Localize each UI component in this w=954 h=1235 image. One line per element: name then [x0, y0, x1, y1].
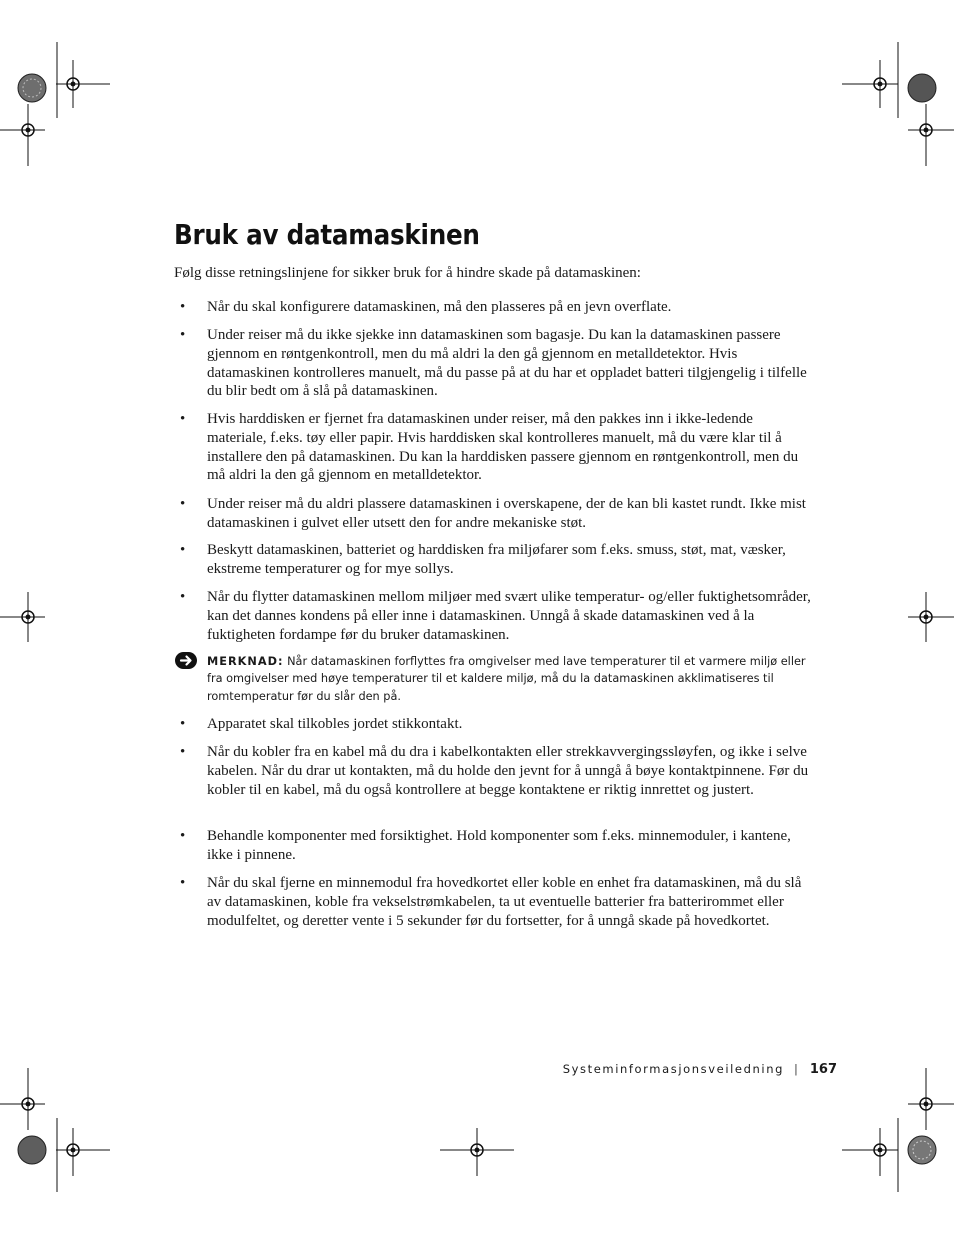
note-arrow-icon: [174, 650, 200, 672]
list-item-text: Apparatet skal tilkobles jordet stikkontakt.: [207, 716, 463, 732]
page-number: 167: [809, 1062, 837, 1077]
list-item-text: Hvis harddisken er fjernet fra datamaskinen under reiser, må den pakkes inn i ikke-ledende materiale, f.eks. tøy eller papir. Hvis harddisken skal kontrolleres manuelt, må du være klar til å installere den på datamaskinen. Du kan la harddisken passere gjennom en røntgenkontroll, men du må aldri la den gå gjennom en metalldetektor.: [207, 411, 799, 484]
list-item: [180, 874, 813, 930]
list-item: [180, 743, 813, 799]
list-item: [180, 298, 813, 317]
list-item: [180, 410, 813, 485]
list-item-text: Når du skal fjerne en minnemodul fra hovedkortet eller koble en enhet fra datamaskinen, må du slå av datamaskinen, koble fra vekselstrømkabelen, ta ut eventuelle batterier fra batterirommet eller modulfeltet, og deretter vente i 5 sekunder før du fortsetter, for å unngå skade på hovedkortet.: [207, 875, 802, 929]
bullet-icon: •: [180, 744, 186, 760]
footer-guide-name: Systeminformasjonsveiledning: [562, 1062, 784, 1076]
list-item: [180, 541, 813, 579]
intro-paragraph: Følg disse retningslinjene for sikker bruk for å hindre skade på datamaskinen:: [174, 265, 641, 281]
footer-separator: |: [793, 1062, 798, 1076]
bullet-icon: •: [180, 589, 186, 605]
list-item-text: Beskytt datamaskinen, batteriet og harddisken fra miljøfarer som f.eks. smuss, støt, mat, væsker, ekstreme temperaturer og for mye sollys.: [207, 542, 786, 577]
list-item-text: Når du kobler fra en kabel må du dra i kabelkontakten eller strekkavvergingssløyfen, og ikke i selve kabelen. Når du drar ut kontakten, må du holde den jevnt for å unngå å bøye kontaktpinnene. Før du kobler til en kabel, må du også kontrollere at begge kontaktene er riktig innrettet og justert.: [207, 744, 809, 798]
list-item-text: Behandle komponenter med forsiktighet. Hold komponenter som f.eks. minnemoduler, i kantene, ikke i pinnene.: [207, 828, 791, 863]
list-item: [180, 827, 813, 865]
list-item-text: Når du skal konfigurere datamaskinen, må den plasseres på en jevn overflate.: [207, 299, 672, 315]
bullet-icon: •: [180, 875, 186, 891]
page-footer: [560, 1062, 837, 1077]
bullet-icon: •: [180, 828, 186, 844]
bullet-icon: •: [180, 716, 186, 732]
bullet-icon: •: [180, 542, 186, 558]
list-item-text: Under reiser må du aldri plassere datamaskinen i overskapene, der de kan bli kastet rundt. Ikke mist datamaskinen i gulvet eller utsett den for andre mekaniske støt.: [207, 496, 806, 531]
bullet-icon: •: [180, 327, 186, 343]
list-item: [180, 326, 813, 401]
list-item: [180, 495, 813, 533]
note-text: Når datamaskinen forflyttes fra omgivelser med lave temperaturer til et varmere miljø eller fra omgivelser med høye temperaturer til et kaldere miljø, må du la datamaskinen akklimatiseres til romtemperatur før du slår den på.: [207, 655, 806, 703]
bullet-icon: •: [180, 411, 186, 427]
list-item-text: Når du flytter datamaskinen mellom miljøer med svært ulike temperatur- og/eller fuktighetsområder, kan det dannes kondens på eller inne i datamaskinen. Unngå å skade datamaskinen ved å la fuktigheten fordampe før du bruker datamaskinen.: [207, 589, 811, 643]
list-item-text: Under reiser må du ikke sjekke inn datamaskinen som bagasje. Du kan la datamaskinen passere gjennom en røntgenkontroll, men du må aldri la den gå gjennom en metalldetektor. Hvis datamaskinen kontrolleres manuelt, må du passe på at du har et oppladet batteri tilgjengelig i tilfelle du blir bedt om å slå på datamaskinen.: [207, 327, 807, 400]
page-title: Bruk av datamaskinen: [174, 218, 480, 251]
bullet-icon: •: [180, 496, 186, 512]
list-item: [180, 588, 813, 644]
bullet-icon: •: [180, 299, 186, 315]
note-paragraph: [207, 653, 813, 705]
list-item: [180, 715, 813, 734]
note-label: MERKNAD:: [207, 655, 284, 668]
